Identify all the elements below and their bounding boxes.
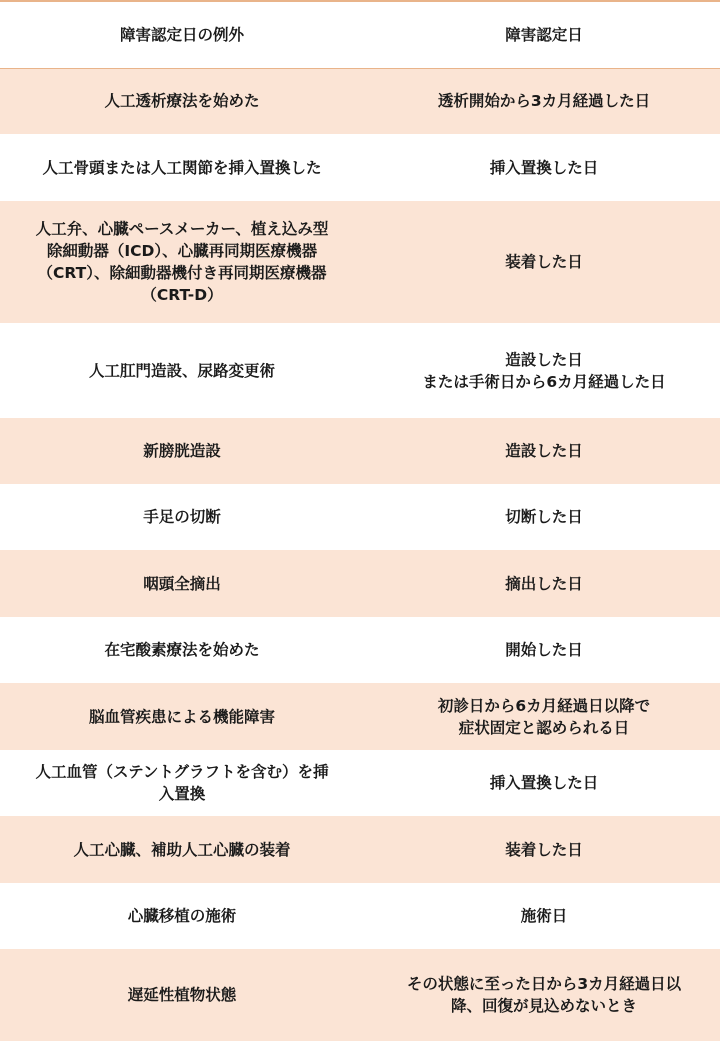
date-cell: 挿入置換した日	[364, 750, 720, 816]
date-cell: その状態に至った日から3カ月経過日以 降、回復が見込めないとき	[364, 949, 720, 1041]
table-row	[0, 134, 720, 201]
date-cell: 装着した日	[364, 816, 720, 883]
condition-cell: 人工肛門造設、尿路変更術	[0, 323, 364, 418]
date-cell: 摘出した日	[364, 550, 720, 617]
table-header-row	[0, 1, 720, 68]
date-cell: 切断した日	[364, 484, 720, 550]
date-cell: 装着した日	[364, 201, 720, 323]
date-cell: 挿入置換した日	[364, 134, 720, 201]
condition-cell: 人工心臓、補助人工心臓の装着	[0, 816, 364, 883]
condition-cell: 心臓移植の施術	[0, 883, 364, 949]
condition-cell: 遅延性植物状態	[0, 949, 364, 1041]
date-cell: 造設した日 または手術日から6カ月経過した日	[364, 323, 720, 418]
condition-cell: 人工透析療法を始めた	[0, 68, 364, 134]
date-cell: 開始した日	[364, 617, 720, 683]
date-cell: 造設した日	[364, 418, 720, 484]
condition-cell: 人工骨頭または人工関節を挿入置換した	[0, 134, 364, 201]
date-cell: 透析開始から3カ月経過した日	[364, 68, 720, 134]
header-date-cell: 障害認定日	[364, 1, 720, 68]
table-row	[0, 323, 720, 418]
table-row	[0, 949, 720, 1041]
table-row	[0, 883, 720, 949]
table-row	[0, 550, 720, 617]
condition-cell: 咽頭全摘出	[0, 550, 364, 617]
condition-cell: 新膀胱造設	[0, 418, 364, 484]
condition-cell: 手足の切断	[0, 484, 364, 550]
table-row	[0, 201, 720, 323]
table-row	[0, 816, 720, 883]
condition-cell: 人工弁、心臓ペースメーカー、植え込み型 除細動器（ICD）、心臓再同期医療機器 （CRT）、除細動器機付き再同期医療機器 （CRT-D）	[0, 201, 364, 323]
table-row	[0, 484, 720, 550]
date-cell: 初診日から6カ月経過日以降で 症状固定と認められる日	[364, 683, 720, 750]
condition-cell: 在宅酸素療法を始めた	[0, 617, 364, 683]
table-row	[0, 617, 720, 683]
table-row	[0, 418, 720, 484]
condition-cell: 脳血管疾患による機能障害	[0, 683, 364, 750]
date-cell: 施術日	[364, 883, 720, 949]
condition-cell: 人工血管（ステントグラフトを含む）を挿 入置換	[0, 750, 364, 816]
header-exception-cell: 障害認定日の例外	[0, 1, 364, 68]
table-row	[0, 683, 720, 750]
table-row	[0, 68, 720, 134]
table-row	[0, 750, 720, 816]
